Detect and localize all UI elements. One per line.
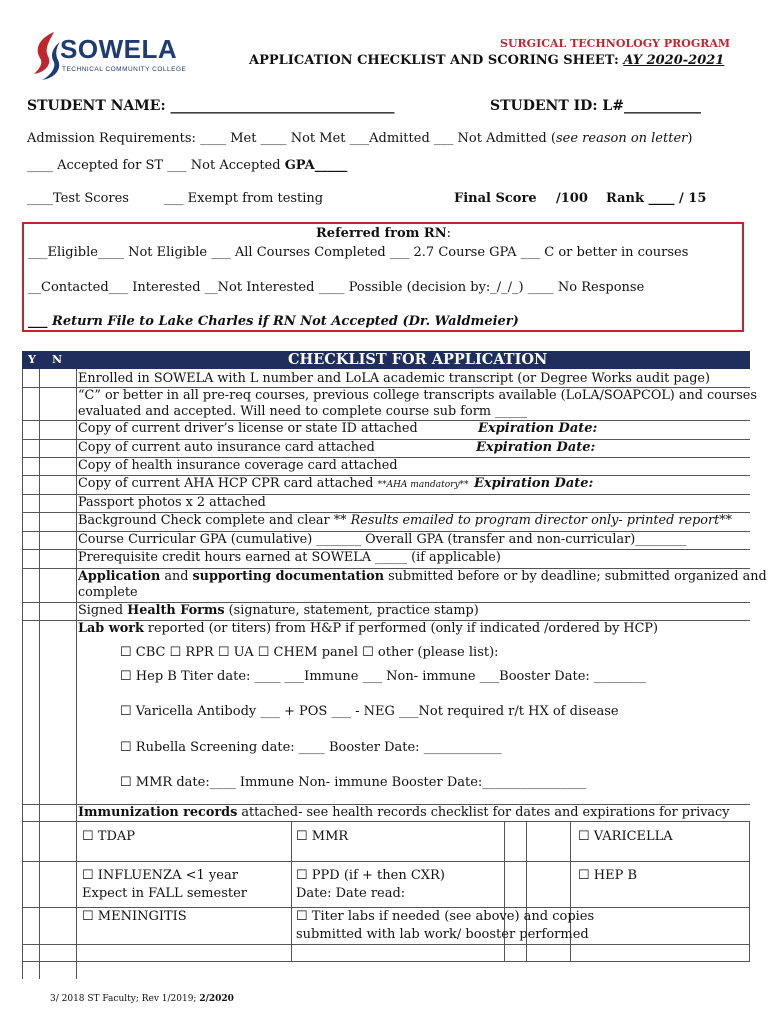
item-health-forms xyxy=(78,603,479,618)
health-rest: (signature, statement, practice stamp) xyxy=(224,603,479,618)
referral-title-text: Referred from RN xyxy=(316,226,447,241)
item-application xyxy=(78,569,767,584)
mmr-date[interactable]: ☐ MMR date:____ Immune Non- immune Booster Date:________________ xyxy=(120,775,587,790)
test-scores: ____Test Scores xyxy=(27,191,129,206)
item-enrolled: Enrolled in SOWELA with L number and LoLA academic transcript (or Degree Works audit page) xyxy=(78,371,710,386)
acceptance-line xyxy=(27,158,347,173)
imm-varicella[interactable]: ☐ VARICELLA xyxy=(578,829,673,844)
imm-hepb[interactable]: ☐ HEP B xyxy=(578,868,638,883)
referral-return: ___ Return File to Lake Charles if RN Not Accepted (Dr. Waldmeier) xyxy=(28,314,519,329)
imm-meningitis[interactable]: ☐ MENINGITIS xyxy=(82,909,187,924)
app-bold-2: supporting documentation xyxy=(192,569,384,584)
checklist-header xyxy=(22,351,750,369)
item-auto-insurance: Copy of current auto insurance card attached xyxy=(78,440,375,455)
item-lab-work xyxy=(78,621,658,636)
item-gpa: Course Curricular GPA (cumulative) _______ Overall GPA (transfer and non-curricular)________ xyxy=(78,532,687,547)
item-cpr xyxy=(78,476,469,491)
item-license: Copy of current driver’s license or state ID attached xyxy=(78,421,418,436)
referral-contact: __Contacted___ Interested __Not Interested ____ Possible (decision by:_/_/_) ____ No Response xyxy=(28,280,645,295)
paren-close: ) xyxy=(687,131,693,146)
col-divider-n xyxy=(76,369,77,979)
health-pre: Signed xyxy=(78,603,128,618)
border-left xyxy=(22,369,23,979)
lab-bold: Lab work xyxy=(78,621,144,636)
exempt-testing: ___ Exempt from testing xyxy=(164,191,324,206)
lab-options[interactable]: ☐ CBC ☐ RPR ☐ UA ☐ CHEM panel ☐ other (please list): xyxy=(120,645,499,660)
cpr-expiration: Expiration Date: xyxy=(474,476,594,491)
imm-titer[interactable]: ☐ Titer labs if needed (see above) and copies xyxy=(296,909,595,924)
rubella-screening[interactable]: ☐ Rubella Screening date: ____ Booster Date: ____________ xyxy=(120,740,502,755)
checklist-title: CHECKLIST FOR APPLICATION xyxy=(288,351,548,368)
admission-requirements xyxy=(27,131,692,146)
imm-divider-1 xyxy=(291,821,292,961)
logo-subtext: TECHNICAL COMMUNITY COLLEGE xyxy=(62,66,187,73)
insurance-expiration: Expiration Date: xyxy=(476,440,596,455)
final-score-label: Final Score xyxy=(454,191,537,206)
app-mid: and xyxy=(160,569,193,584)
academic-year: AY 2020-2021 xyxy=(623,53,725,68)
imm-ppd[interactable]: ☐ PPD (if + then CXR) xyxy=(296,868,445,883)
item-application-cont: complete xyxy=(78,585,138,600)
program-name: SURGICAL TECHNOLOGY PROGRAM xyxy=(500,37,731,50)
student-id-field[interactable]: STUDENT ID: L#___________ xyxy=(490,98,701,114)
final-score-max: /100 xyxy=(556,191,588,206)
sowela-logo xyxy=(30,28,200,88)
imm-bold: Immunization records xyxy=(78,805,238,820)
col-divider-y xyxy=(39,369,40,979)
imm-titer-note: submitted with lab work/ booster performed xyxy=(296,927,589,942)
footer-text: 3/ 2018 ST Faculty; Rev 1/2019; xyxy=(50,994,200,1004)
background-note: Results emailed to program director only- printed report** xyxy=(350,513,733,528)
background-text: Background Check complete and clear ** xyxy=(78,513,351,528)
aha-note: **AHA mandatory** xyxy=(377,480,469,490)
license-expiration: Expiration Date: xyxy=(478,421,598,436)
col-n: N xyxy=(52,353,63,366)
row-line xyxy=(22,944,750,945)
logo-wordmark: SOWELA xyxy=(60,34,178,64)
item-passport-photos: Passport photos x 2 attached xyxy=(78,495,266,510)
referral-colon: : xyxy=(446,226,451,241)
item-health-insurance: Copy of health insurance coverage card attached xyxy=(78,458,398,473)
cpr-text: Copy of current AHA HCP CPR card attached xyxy=(78,476,374,491)
gpa-field[interactable]: GPA_____ xyxy=(284,158,348,173)
item-prereq-cont: evaluated and accepted. Will need to complete course sub form _____ xyxy=(78,404,528,419)
health-bold: Health Forms xyxy=(127,603,225,618)
lab-rest: reported (or titers) from H&P if performed (only if indicated /ordered by HCP) xyxy=(143,621,658,636)
row-line xyxy=(22,821,750,822)
row-line xyxy=(22,861,750,862)
imm-divider-5 xyxy=(749,821,750,961)
item-credit-hours: Prerequisite credit hours earned at SOWELA _____ (if applicable) xyxy=(78,550,501,565)
footer-date: 2/2020 xyxy=(199,994,234,1004)
referral-eligibility: ___Eligible____ Not Eligible ___ All Courses Completed ___ 2.7 Course GPA ___ C or better in courses xyxy=(28,245,689,260)
app-rest: submitted before or by deadline; submitted organized and xyxy=(384,569,767,584)
imm-influenza[interactable]: ☐ INFLUENZA <1 year xyxy=(82,868,238,883)
imm-mmr[interactable]: ☐ MMR xyxy=(296,829,349,844)
imm-ppd-dates: Date: Date read: xyxy=(296,886,406,901)
flame-icon xyxy=(30,28,64,84)
varicella-antibody[interactable]: ☐ Varicella Antibody ___ + POS ___ - NEG ___Not required r/t HX of disease xyxy=(120,704,619,719)
app-bold-1: Application xyxy=(78,569,161,584)
footer-revision xyxy=(50,994,234,1004)
admission-line: Admission Requirements: ____ Met ____ Not Met ___Admitted ___ Not Admitted ( xyxy=(27,131,556,146)
student-name-field[interactable]: STUDENT NAME: ________________________________ xyxy=(27,98,395,114)
imm-rest: attached- see health records checklist for dates and expirations for privacy xyxy=(237,805,730,820)
acceptance-text: ____ Accepted for ST ___ Not Accepted xyxy=(27,158,285,173)
see-reason-note: see reason on letter xyxy=(555,131,688,146)
page-title xyxy=(249,53,724,68)
hepb-titer[interactable]: ☐ Hep B Titer date: ____ ___Immune ___ Non- immune ___Booster Date: ________ xyxy=(120,669,646,684)
rank-field: Rank ____ / 15 xyxy=(606,191,707,206)
item-background-check xyxy=(78,513,732,528)
row-line xyxy=(22,961,750,962)
imm-influenza-note: Expect in FALL semester xyxy=(82,886,248,901)
item-immunization xyxy=(78,805,729,820)
imm-tdap[interactable]: ☐ TDAP xyxy=(82,829,136,844)
title-text: APPLICATION CHECKLIST AND SCORING SHEET: xyxy=(249,53,619,68)
referral-title xyxy=(316,226,451,241)
col-y: Y xyxy=(28,353,36,366)
item-prereq: “C” or better in all pre-req courses, previous college transcripts available (LoLA/SOAPCOL) and courses xyxy=(78,388,757,403)
